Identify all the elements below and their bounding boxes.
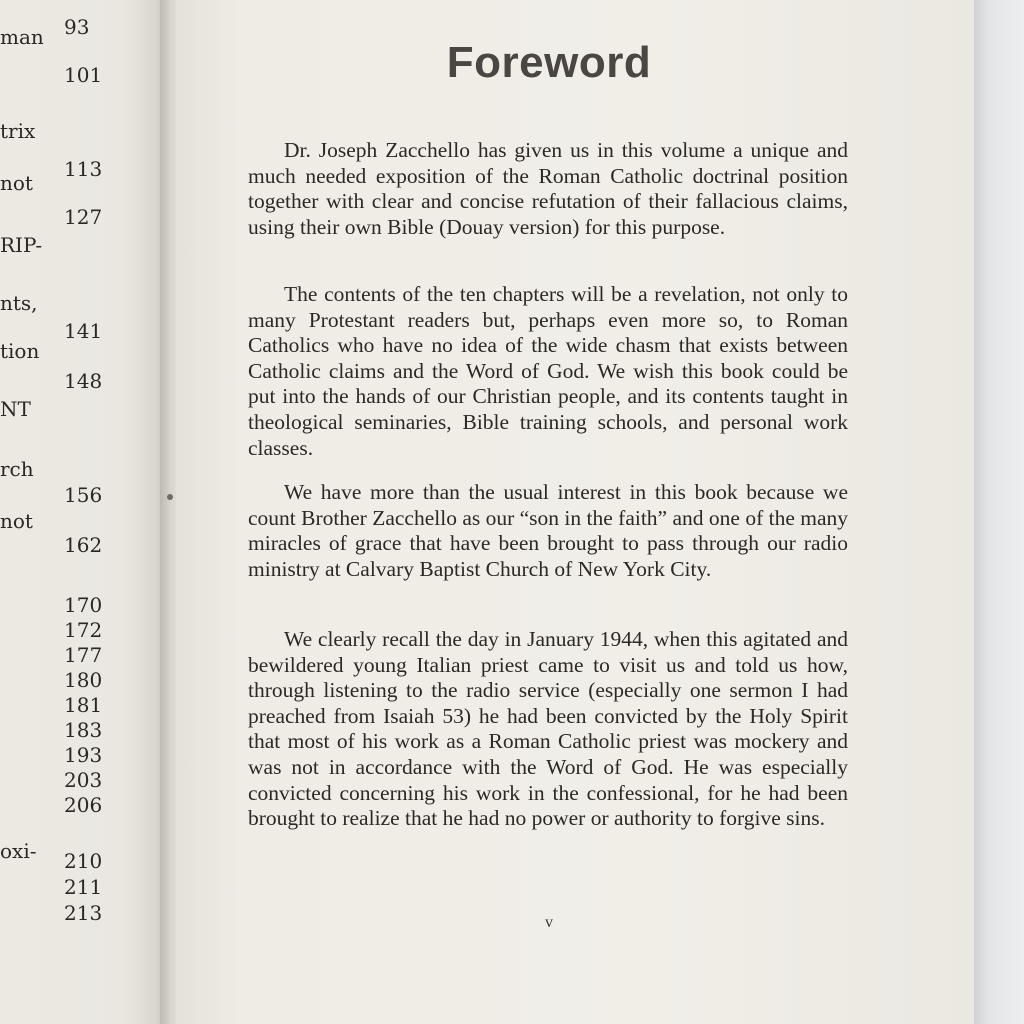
toc-page-number: 177 xyxy=(64,643,103,667)
toc-text: not xyxy=(0,171,33,195)
toc-text: oxi- xyxy=(0,839,37,863)
toc-text: tion xyxy=(0,339,40,363)
toc-page-number: 213 xyxy=(64,901,103,925)
toc-page-number: 183 xyxy=(64,718,103,742)
toc-page-number: 206 xyxy=(64,793,103,817)
toc-text: nts, xyxy=(0,291,38,315)
toc-text: man xyxy=(0,25,44,49)
foreword-paragraph-1: Dr. Joseph Zacchello has given us in this volume a unique and much needed exposition of the Roman Catholic doctrinal position together with clear and concise refutation of their fallacious claims, using their own Bible (Douay version) for this purpose. xyxy=(248,138,848,239)
toc-page-number: 180 xyxy=(64,668,103,692)
toc-page-number: 193 xyxy=(64,743,103,767)
toc-page-number: 170 xyxy=(64,593,103,617)
toc-page-number: 113 xyxy=(64,157,103,181)
toc-page-number: 172 xyxy=(64,618,103,642)
toc-page-number: 148 xyxy=(64,369,103,393)
toc-text: trix xyxy=(0,119,36,143)
toc-text: NT xyxy=(0,397,31,421)
toc-text: not xyxy=(0,509,33,533)
toc-page-number: 181 xyxy=(64,693,103,717)
page-title: Foreword xyxy=(446,38,652,87)
foreword-paragraph-4: We clearly recall the day in January 1944, when this agitated and bewildered young Italian priest came to visit us and told us how, through listening to the radio service (especially one sermon I had preached from Isaiah 53) he had been convicted by the Holy Spirit that most of his work as a Roman Catholic priest was mockery and was not in accordance with the Word of God. He was especially convicted concerning his work in the confessional, for he had been brought to realize that he had no power or authority to forgive sins. xyxy=(248,627,848,831)
toc-text: rch xyxy=(0,457,34,481)
toc-page-number: 156 xyxy=(64,483,103,507)
toc-page-number: 101 xyxy=(64,63,103,87)
binding-hole xyxy=(167,494,173,500)
toc-text: RIP- xyxy=(0,233,43,257)
toc-page-number: 210 xyxy=(64,849,103,873)
table-backdrop xyxy=(974,0,1024,1024)
toc-page-number: 141 xyxy=(64,319,103,343)
toc-page-number: 162 xyxy=(64,533,103,557)
toc-page-number: 203 xyxy=(64,768,103,792)
left-page xyxy=(0,0,164,1024)
toc-page-number: 93 xyxy=(64,15,90,39)
foreword-paragraph-3: We have more than the usual interest in this book because we count Brother Zacchello as our “son in the faith” and one of the many miracles of grace that have been brought to pass through our radio ministry at Calvary Baptist Church of New York City. xyxy=(248,480,849,581)
toc-page-number: 211 xyxy=(64,875,103,899)
foreword-paragraph-2: The contents of the ten chapters will be a revelation, not only to many Protestant readers but, perhaps even more so, to Roman Catholics who have no idea of the wide chasm that exists between Catholic claims and the Word of God. We wish this book could be put into the hands of our Christian people, and its contents taught in theological seminaries, Bible training schools, and personal work classes. xyxy=(248,282,848,460)
page-folio: v xyxy=(545,914,553,931)
toc-page-number: 127 xyxy=(64,205,103,229)
